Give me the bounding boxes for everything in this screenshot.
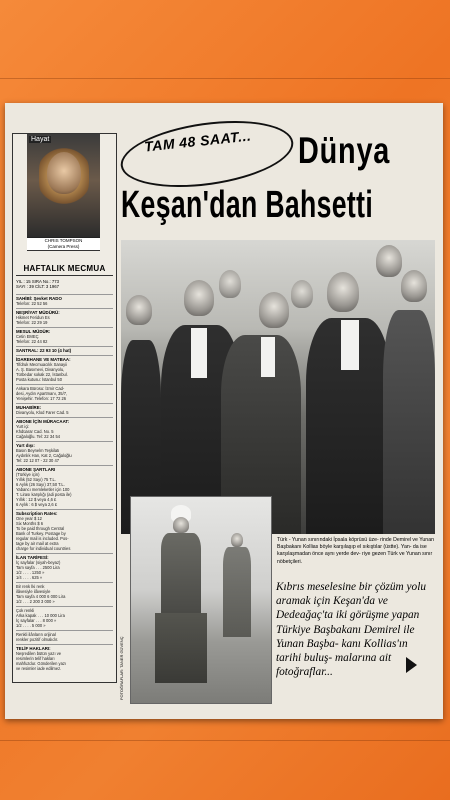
masthead-block <box>16 582 113 604</box>
masthead-block-heading: MUHABİRE: <box>16 405 42 410</box>
masthead-block <box>16 630 113 642</box>
masthead-block <box>16 294 113 306</box>
table-seam <box>0 740 450 741</box>
masthead-blocks <box>16 294 113 673</box>
masthead-block-text: Ankara Bürosu: İzmir Cad- desi, Aydın Apartmanı, 35/7, Yenişehir. Telefon: 17 72 26 <box>16 386 68 401</box>
masthead-block-heading: SAHİBİ: Şevket RADO <box>16 296 62 301</box>
masthead-block-text: Bir renk İki renk ilâvesiyle ilâvesiyle Tam sayfa 4 000 6 000 Lira 1/2 . . . 2 200 3 000 » <box>16 584 66 604</box>
masthead-block <box>16 346 113 353</box>
masthead-block-heading: NEŞRİYAT MÜDÜRÜ: <box>16 310 60 315</box>
masthead-block-heading: MESUL MÜDÜR: <box>16 329 51 334</box>
masthead-block-text: Telefon: 22 52 56 <box>16 301 48 306</box>
masthead-block-text: Basın Beynelm Teşkilatı Aydınlık Han, Kat 2, Cağaloğlu Tel: 22 12 07 - 22 30 47 <box>16 448 72 463</box>
masthead-block-text: Çok renkli Arka kapak . . . 10 000 Lira İç sayfalar . . . 8 000 » 1/2 . . . . 5 000 » <box>16 608 65 628</box>
cover-thumbnail <box>27 134 100 238</box>
issue-line: SAYI : 39 CİLT: 3 1967 <box>16 284 60 290</box>
issue-info <box>16 279 113 290</box>
masthead-block-heading: İDAREHANE VE MATBAA: <box>16 357 71 362</box>
masthead-block <box>16 441 113 463</box>
masthead-block-text: (Türkiye için) Yıllık (52 Sayı) 75 T.L. 6 Aylık (26 Sayı) 37,50 T.L. Yabancı memleketler için 100 T. Lirası karşılığı (adi posta ile) Yıllık : 12 $ veya 4,6 £ 6 Aylık : 6 $ veya 2,6 £ <box>16 472 72 507</box>
cover-caption-credit: (Camera Press) <box>47 244 80 249</box>
magazine-title: HAFTALIK MECMUA <box>16 264 113 276</box>
issue-line: YIL : 15 SIRA No.: 773 <box>16 279 60 284</box>
photo-figure-head <box>327 272 359 312</box>
masthead-sidebar <box>12 133 117 683</box>
photo-figure <box>383 310 435 534</box>
masthead-block-heading: Yurt dışı: <box>16 443 35 448</box>
photo-figure-head <box>219 270 241 298</box>
photo-soldier-body <box>223 547 251 637</box>
masthead-block-heading: TELİF HAKLARI: <box>16 646 51 651</box>
headline-line-1: Dünya <box>298 130 391 171</box>
masthead-block <box>16 644 113 671</box>
article-intro: Kıbrıs meselesine bir çözüm yolu aramak için Keşan'da ve Dedeağaç'ta iki görüşme yapan Türkiye Başbakanı Demirel ile Yunan Başba- kanı Kollias'ın tarihi buluş- malarına ait fotoğraflar... <box>276 581 426 679</box>
photo-soldier-legs <box>155 613 207 683</box>
photo-shirt <box>191 328 207 378</box>
cover-model-face <box>47 152 81 194</box>
photo-figure-head <box>259 292 289 328</box>
masthead-block <box>16 327 113 344</box>
masthead-block <box>16 384 113 401</box>
masthead-block-heading: SANTRAL: 22 93 10 (4 hat) <box>16 348 72 353</box>
main-photo-handshake <box>121 240 435 534</box>
masthead-block <box>16 553 113 580</box>
masthead-block-heading: ABONE ŞARTLARI <box>16 467 56 472</box>
photo-soldier-body <box>161 533 201 613</box>
masthead-block-text: Cetin EMEÇ Telefon: 22 44 82 <box>16 334 48 344</box>
masthead-block-heading: İLAN TARİFESİ: <box>16 555 49 560</box>
photo-figure-head <box>126 295 152 325</box>
masthead-block-heading: ABONE İÇİN MÜRACAAT: <box>16 419 70 424</box>
inset-photo-sentries <box>130 496 272 704</box>
photo-figure-head <box>184 280 214 316</box>
masthead-block-heading: Subscription Rates: <box>16 511 58 516</box>
masthead-block <box>16 509 113 551</box>
masthead-block-text: Hikmet Feridun Es Telefon: 22 29 19 <box>16 315 50 325</box>
masthead-block <box>16 308 113 325</box>
masthead-block <box>16 355 113 382</box>
masthead-block-text: Divanyolu, Klod Farer Cad. 5 <box>16 410 69 415</box>
masthead-block <box>16 465 113 507</box>
continue-arrow-icon <box>404 656 418 674</box>
cover-caption-name: CHRIS TOMPSON <box>44 238 83 243</box>
cover-brand-logo: Hayat <box>31 136 50 143</box>
photo-credit: FOTOĞRAFLAR: TANER GÜVENÇ <box>119 636 124 700</box>
photo-figure-head <box>376 245 402 277</box>
headline-line-2: Keşan'dan Bahsetti <box>121 184 374 226</box>
photo-figure-head <box>401 270 427 302</box>
photo-figure-head <box>291 280 313 308</box>
masthead-block-text: One year $ 12 Six Months $ 6 To be paid through Central Bank of Turkey. Postage by regular mail is included. Pos- tage by air mail at extra charge for individual countries <box>16 516 71 551</box>
masthead-block-text: Tifdruk Mecmuacılık Sanayii A. Ş. Basımevi, Divanyolu, Türbedar sokak 22, İstanbul. Posta kutusu: İstanbul 50 <box>16 362 68 382</box>
masthead-block-text: Neşredilen bütün yazı ve resimlerin telif hakları mahfuzdur. Gönderilen yazı ve resimler iade edilmez. <box>16 651 67 671</box>
photo-caption: Türk - Yunan sınırındaki İpsala köprüsü üze- rinde Demirel ve Yunan Başbakanı Kollias böyle karşılaşıp el sıkıştılar (üstte). Yan- da ise karşılaşmadan önce aynı yerde dev- riye gezen Türk ve Yunan sınır nöbetçileri. <box>277 537 434 565</box>
masthead-block-text: Renkli ilânların orijinal renkler pozitif olmalıdır. <box>16 632 59 642</box>
photo-soldier-face <box>173 517 189 533</box>
photo-shirt <box>341 320 359 370</box>
masthead-block-text: Yurt içi: Khdüarar Cad. No. 5 Cağaloğlu. Tel: 22 34 54 <box>16 424 61 439</box>
headline-kicker: TAM 48 SAAT... <box>143 127 252 155</box>
cover-caption <box>27 238 100 251</box>
masthead-block <box>16 403 113 415</box>
photo-shirt <box>261 337 275 377</box>
table-seam <box>0 78 450 79</box>
photo-soldier-face <box>231 533 243 547</box>
masthead-block <box>16 606 113 628</box>
masthead-block-text: İç sayfalar (siyah-beyaz) Tam sayfa . . . 2500 Lira 1/2 . . . . 1250 » 1/4 . . . . 625 » <box>16 560 61 580</box>
masthead-block <box>16 417 113 439</box>
